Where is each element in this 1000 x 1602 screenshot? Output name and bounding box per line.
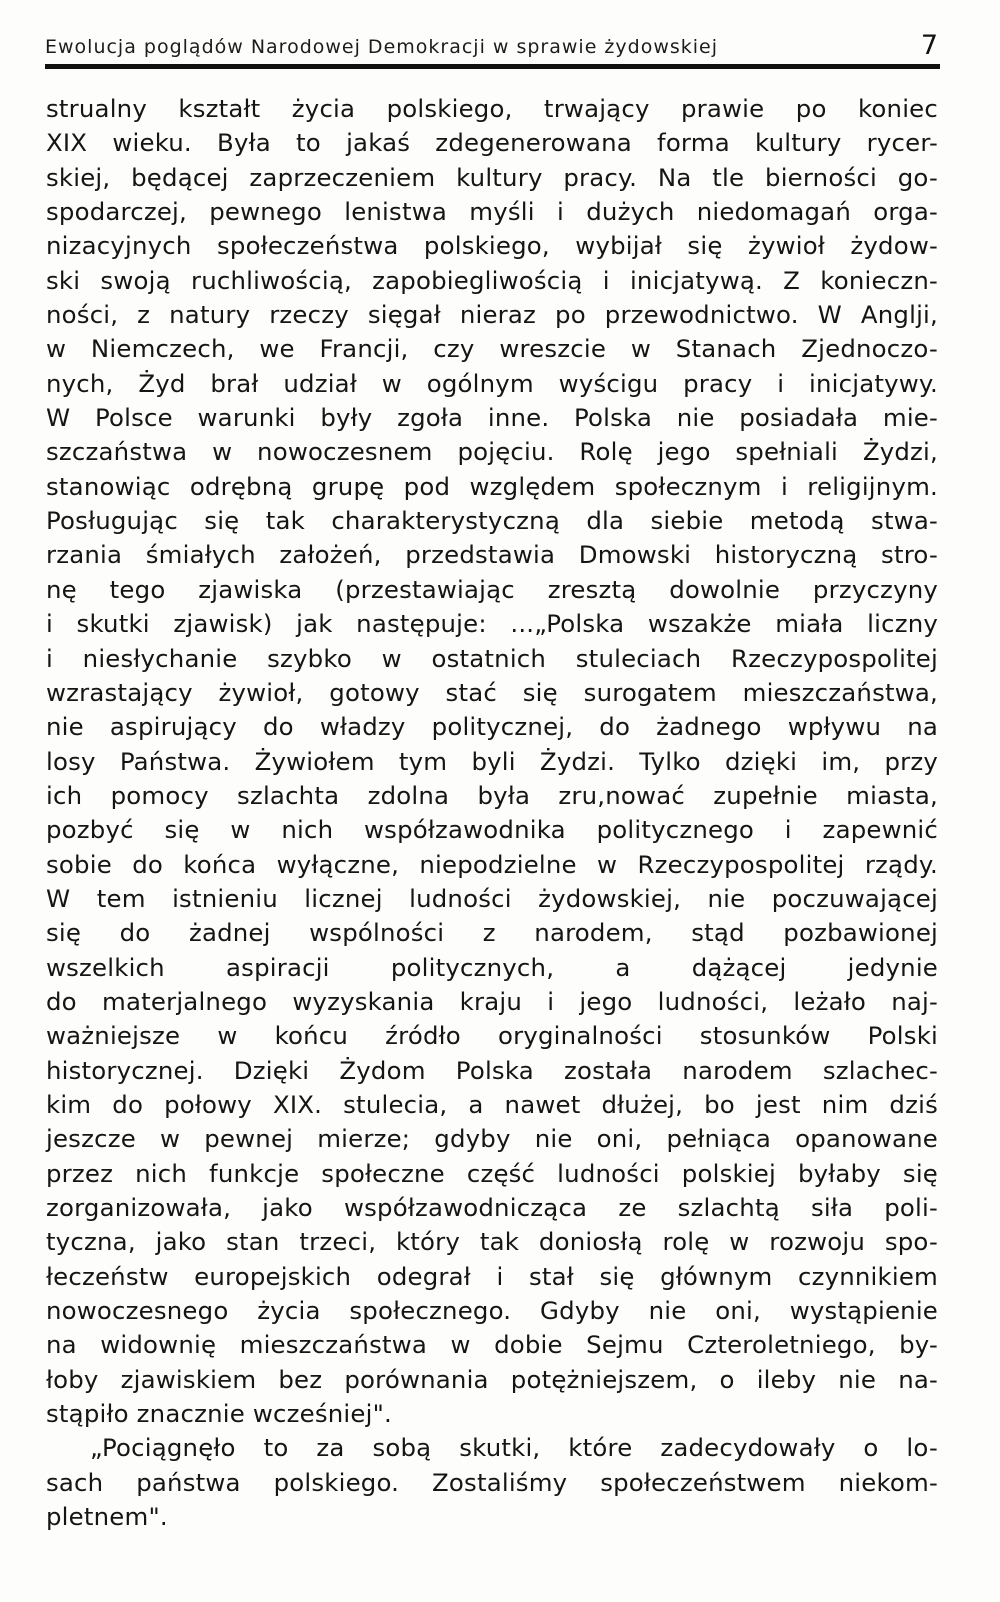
text-line: łeczeństw europejskich odegrał i stał się głównym czynnikiem	[46, 1261, 938, 1291]
text-line: na widownię mieszczaństwa w dobie Sejmu Czteroletniego, by-	[46, 1330, 938, 1360]
text-line: i skutki zjawisk) jak następuje: ...„Polska wszakże miała liczny	[46, 609, 938, 639]
text-line: losy Państwa. Żywiołem tym byli Żydzi. Tylko dzięki im, przy	[46, 746, 938, 776]
body-text	[46, 92, 938, 1534]
text-line: ich pomocy szlachta zdolna była zru,nować zupełnie miasta,	[46, 780, 938, 810]
text-line: stąpiło znacznie wcześniej".	[46, 1399, 392, 1429]
text-line: w Niemczech, we Francji, czy wreszcie w Stanach Zjednoczo-	[46, 334, 938, 364]
text-line: pozbyć się w nich współzawodnika politycznego i zapewnić	[46, 815, 938, 845]
page-number: 7	[920, 30, 938, 61]
text-line: sobie do końca wyłączne, niepodzielne w Rzeczypospolitej rządy.	[46, 849, 938, 879]
text-line: nie aspirujący do władzy politycznej, do żadnego wpływu na	[46, 712, 938, 742]
text-line: nę tego zjawiska (przestawiając zresztą dowolnie przyczyny	[46, 574, 938, 604]
text-line: tyczna, jako stan trzeci, który tak doniosłą rolę w rozwoju spo-	[46, 1227, 938, 1257]
text-line: nizacyjnych społeczeństwa polskiego, wybijał się żywioł żydow-	[46, 231, 938, 261]
text-line: kim do połowy XIX. stulecia, a nawet dłużej, bo jest nim dziś	[46, 1089, 938, 1119]
text-line: W tem istnieniu licznej ludności żydowskiej, nie poczuwającej	[46, 883, 938, 913]
text-line: XIX wieku. Była to jakaś zdegenerowana forma kultury rycer-	[46, 128, 938, 158]
running-head	[45, 28, 940, 68]
text-line: sach państwa polskiego. Zostaliśmy społeczeństwem niekom-	[46, 1467, 938, 1497]
text-line: skiej, będącej zaprzeczeniem kultury pracy. Na tle bierności go-	[46, 162, 938, 192]
text-line: ności, z natury rzeczy sięgał nieraz po przewodnictwo. W Anglji,	[46, 300, 938, 330]
text-line: jeszcze w pewnej mierze; gdyby nie oni, pełniąca opanowane	[46, 1124, 938, 1154]
text-line: się do żadnej wspólności z narodem, stąd pozbawionej	[46, 918, 938, 948]
text-line: łoby zjawiskiem bez porównania potężniejszem, o ileby nie na-	[46, 1364, 938, 1394]
running-title: Ewolucja poglądów Narodowej Demokracji w sprawie żydowskiej	[45, 36, 719, 58]
text-line: „Pociągnęło to za sobą skutki, które zadecydowały o lo-	[90, 1433, 938, 1463]
text-line: do materjalnego wyzyskania kraju i jego ludności, leżało naj-	[46, 986, 938, 1016]
text-line: strualny kształt życia polskiego, trwający prawie po koniec	[46, 94, 938, 123]
text-line: wzrastający żywioł, gotowy stać się surogatem mieszczaństwa,	[46, 677, 938, 707]
text-line: pletnem".	[46, 1502, 168, 1532]
text-line: spodarczej, pewnego lenistwa myśli i dużych niedomagań orga-	[46, 197, 938, 227]
text-line: stanowiąc odrębną grupę pod względem społecznym i religijnym.	[46, 471, 938, 501]
header-rule	[45, 64, 940, 69]
text-line: ski swoją ruchliwością, zapobiegliwością i inicjatywą. Z konieczn-	[46, 265, 938, 295]
text-line: i niesłychanie szybko w ostatnich stuleciach Rzeczypospolitej	[46, 643, 938, 673]
text-line: szczaństwa w nowoczesnem pojęciu. Rolę jego spełniali Żydzi,	[46, 437, 938, 467]
text-line: nowoczesnego życia społecznego. Gdyby nie oni, wystąpienie	[46, 1296, 938, 1326]
text-line: W Polsce warunki były zgoła inne. Polska nie posiadała mie-	[46, 403, 938, 433]
text-line: wszelkich aspiracji politycznych, a dążącej jedynie	[46, 952, 938, 982]
text-line: Posługując się tak charakterystyczną dla siebie metodą stwa-	[46, 506, 938, 536]
text-line: ważniejsze w końcu źródło oryginalności stosunków Polski	[46, 1021, 938, 1051]
text-line: zorganizowała, jako współzawodnicząca ze szlachtą siła poli-	[46, 1193, 938, 1222]
text-line: rzania śmiałych założeń, przedstawia Dmowski historyczną stro-	[46, 540, 938, 570]
text-line: historycznej. Dzięki Żydom Polska została narodem szlachec-	[46, 1055, 938, 1085]
text-line: nych, Żyd brał udział w ogólnym wyścigu pracy i inicjatywy.	[46, 368, 938, 398]
text-line: przez nich funkcje społeczne część ludności polskiej byłaby się	[46, 1158, 938, 1188]
